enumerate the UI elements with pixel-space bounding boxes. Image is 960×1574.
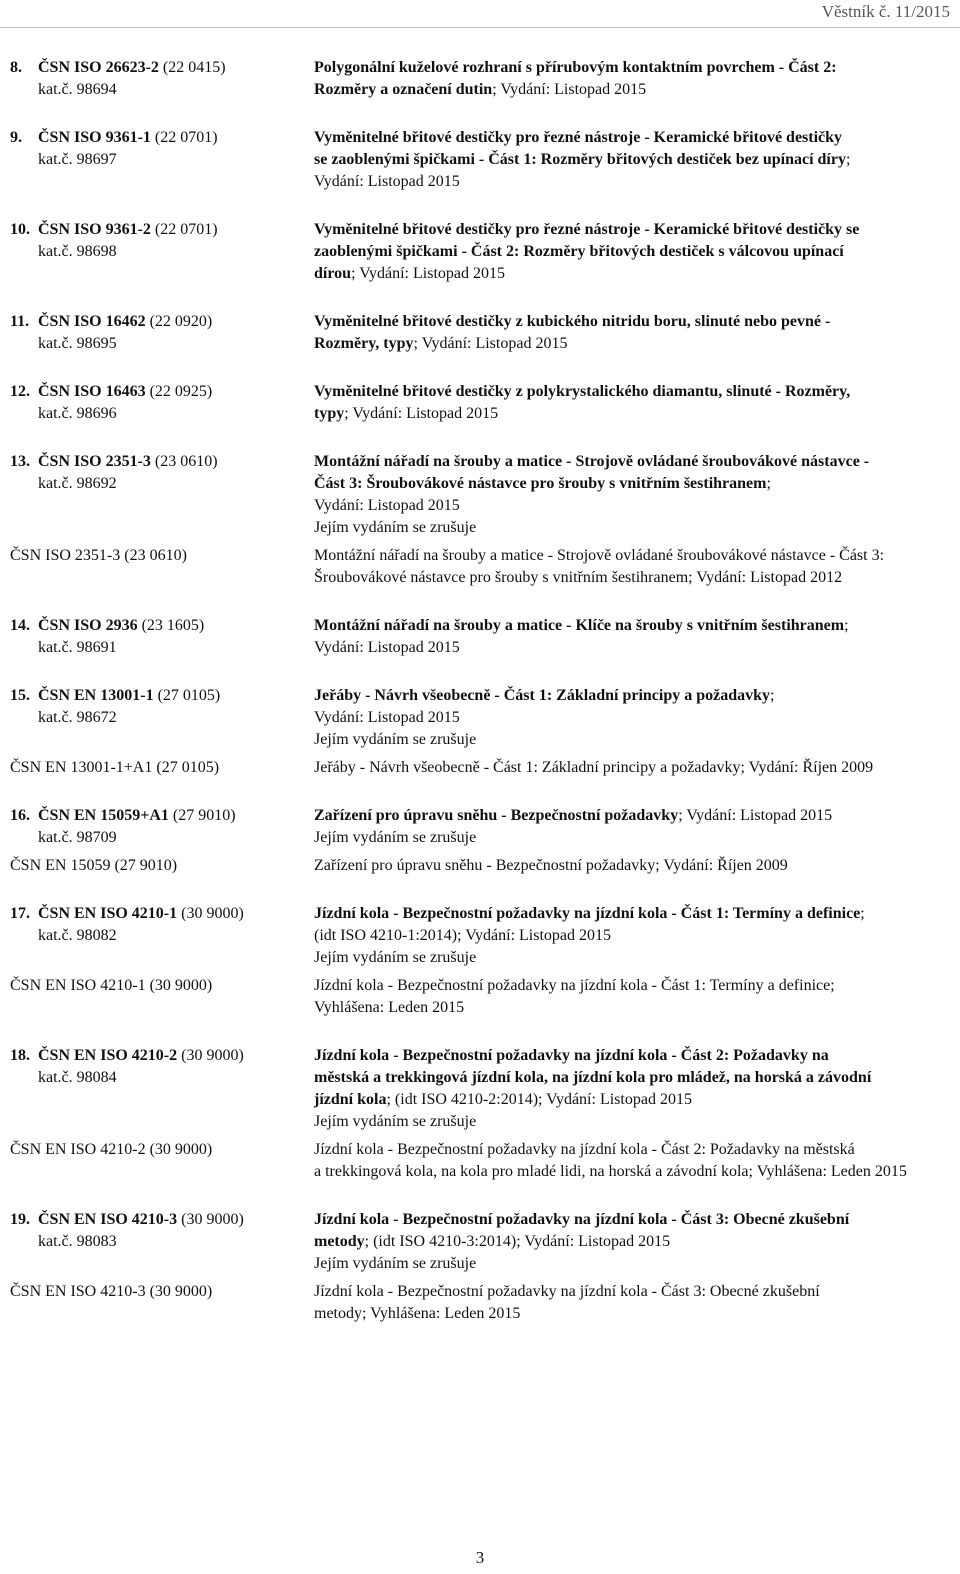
standard-designation: ČSN ISO 26623-2 [38, 59, 159, 76]
standard-title-line [314, 905, 865, 922]
standard-title-line [314, 151, 850, 168]
catalog-number-line [10, 335, 117, 352]
standard-title-text: dírou [314, 265, 352, 282]
standard-edition: ; [766, 475, 771, 492]
standard-title-line [314, 687, 774, 704]
classification-code: (30 9000) [181, 1047, 244, 1064]
standard-note: Vydání: Listopad 2015 [314, 497, 460, 514]
classification-code: (22 0701) [154, 129, 218, 146]
standard-designation: ČSN ISO 9361-1 [38, 129, 151, 146]
standard-entry [0, 451, 960, 589]
standard-entry [0, 615, 960, 659]
replaced-standard [0, 1281, 960, 1325]
standard-title-text: zaoblenými špičkami - Část 2: Rozměry břitových destiček s válcovou upínací [314, 243, 844, 260]
entry-number: 13. [10, 453, 30, 470]
standard-title-line [314, 405, 498, 422]
standard-title-text: městská a trekkingová jízdní kola, na jízdní kola pro mládež, na horská a závodní [314, 1069, 872, 1086]
bulletin-title: Věstník č. 11/2015 [821, 2, 950, 21]
standard-title-text: Vyměnitelné břitové destičky pro řezné nástroje - Keramické břitové destičky [314, 129, 843, 146]
catalog-number-line [10, 81, 117, 98]
standard-entry [0, 127, 960, 193]
standard-title-text: typy [314, 405, 345, 422]
standard-code [10, 313, 212, 330]
standard-title-line [314, 1091, 692, 1108]
replaced-standard [0, 855, 960, 877]
standard-note: Jejím vydáním se zrušuje [314, 519, 477, 536]
catalog-number-line [10, 243, 117, 260]
standard-title-text: Zařízení pro úpravu sněhu - Bezpečnostní požadavky [314, 807, 679, 824]
replaced-standard [0, 757, 960, 779]
standard-title-line [314, 59, 837, 76]
catalog-number-line [10, 151, 117, 168]
standard-designation: ČSN EN 13001-1 [38, 687, 154, 704]
replaced-standard-code: ČSN EN 13001-1+A1 (27 0105) [10, 759, 220, 776]
classification-code: (30 9000) [181, 905, 244, 922]
entry-number: 17. [10, 905, 30, 922]
standard-entry [0, 685, 960, 779]
standard-entry [0, 1209, 960, 1325]
entry-number: 18. [10, 1047, 30, 1064]
classification-code: (23 0610) [154, 453, 218, 470]
standard-title-text: Jízdní kola - Bezpečnostní požadavky na jízdní kola - Část 3: Obecné zkušební [314, 1211, 850, 1228]
standard-note: Jejím vydáním se zrušuje [314, 949, 477, 966]
replaced-standard-title: Jízdní kola - Bezpečnostní požadavky na jízdní kola - Část 1: Termíny a definice; [314, 977, 835, 994]
catalog-number: kat.č. 98696 [38, 405, 117, 422]
catalog-number: kat.č. 98695 [38, 335, 117, 352]
standard-edition: ; Vydání: Listopad 2015 [678, 807, 833, 824]
standard-title-line [314, 129, 842, 146]
standard-edition: ; Vydání: Listopad 2015 [344, 405, 499, 422]
replaced-standard-code: ČSN EN ISO 4210-1 (30 9000) [10, 977, 213, 994]
standard-title-line [314, 221, 859, 238]
standard-note: Jejím vydáním se zrušuje [314, 1113, 477, 1130]
replaced-standard-title: Jeřáby - Návrh všeobecně - Část 1: Základní principy a požadavky; Vydání: Říjen 2009 [314, 759, 874, 776]
standard-title-text: Montážní nářadí na šrouby a matice - Strojově ovládané šroubovákové nástavce - [314, 453, 870, 470]
standard-title-text: Vyměnitelné břitové destičky z kubického nitridu boru, slinuté nebo pevné - [314, 313, 831, 330]
classification-code: (27 9010) [172, 807, 236, 824]
standard-designation: ČSN ISO 9361-2 [38, 221, 151, 238]
standard-entry [0, 805, 960, 877]
standard-code [10, 687, 220, 704]
standard-code [10, 807, 236, 824]
standard-designation: ČSN ISO 16462 [38, 313, 146, 330]
classification-code: (30 9000) [181, 1211, 244, 1228]
standard-note: Jejím vydáním se zrušuje [314, 1255, 477, 1272]
standard-title-line [314, 1047, 829, 1064]
replaced-standard [0, 975, 960, 1019]
page-header [0, 0, 960, 28]
standard-title-text: Jeřáby - Návrh všeobecně - Část 1: Základní principy a požadavky [314, 687, 771, 704]
standard-code [10, 383, 212, 400]
standard-code [10, 453, 218, 470]
classification-code: (22 0925) [149, 383, 213, 400]
replaced-standard-title: Vyhlášena: Leden 2015 [314, 999, 465, 1016]
catalog-number: kat.č. 98692 [38, 475, 117, 492]
classification-code: (22 0701) [154, 221, 218, 238]
standard-designation: ČSN EN ISO 4210-3 [38, 1211, 178, 1228]
catalog-number: kat.č. 98709 [38, 829, 117, 846]
standard-title-text: Rozměry a označení dutin [314, 81, 493, 98]
standard-code [10, 1211, 244, 1228]
catalog-number: kat.č. 98082 [38, 927, 117, 944]
catalog-number-line [10, 1069, 117, 1086]
standard-edition: ; [845, 151, 851, 168]
standard-title-text: Rozměry, typy [314, 335, 414, 352]
standard-designation: ČSN EN ISO 4210-2 [38, 1047, 178, 1064]
classification-code: (27 0105) [157, 687, 221, 704]
classification-code: (23 1605) [141, 617, 205, 634]
standard-edition: ; (idt ISO 4210-3:2014); Vydání: Listopad 2015 [364, 1233, 671, 1250]
standard-designation: ČSN ISO 2351-3 [38, 453, 151, 470]
entry-number: 8. [10, 59, 22, 76]
catalog-number: kat.č. 98672 [38, 709, 117, 726]
standard-title-line [314, 1211, 849, 1228]
standard-edition: ; Vydání: Listopad 2015 [492, 81, 647, 98]
catalog-number-line [10, 475, 117, 492]
standard-note: Jejím vydáním se zrušuje [314, 731, 477, 748]
standard-note: (idt ISO 4210-1:2014); Vydání: Listopad 2015 [314, 927, 612, 944]
standard-code [10, 221, 218, 238]
replaced-standard-code: ČSN ISO 2351-3 (23 0610) [10, 547, 187, 564]
standards-list [0, 57, 960, 1351]
standard-title-text: jízdní kola [314, 1091, 387, 1108]
standard-title-line [314, 617, 849, 634]
catalog-number-line [10, 927, 117, 944]
standard-title-text: Polygonální kuželové rozhraní s přírubovým kontaktním povrchem - Část 2: [314, 59, 837, 76]
catalog-number: kat.č. 98083 [38, 1233, 117, 1250]
standard-title-text: Jízdní kola - Bezpečnostní požadavky na jízdní kola - Část 2: Požadavky na [314, 1047, 829, 1064]
catalog-number: kat.č. 98698 [38, 243, 117, 260]
standard-title-line [314, 807, 832, 824]
replaced-standard-title: a trekkingová kola, na kola pro mladé lidi, na horská a závodní kola; Vyhlášena: Leden 2015 [314, 1163, 907, 1180]
catalog-number: kat.č. 98694 [38, 81, 117, 98]
replaced-standard-title: Šroubovákové nástavce pro šrouby s vnitřním šestihranem; Vydání: Listopad 2012 [314, 569, 843, 586]
catalog-number: kat.č. 98691 [38, 639, 117, 656]
standard-edition: ; Vydání: Listopad 2015 [413, 335, 568, 352]
standard-title-text: Vyměnitelné břitové destičky pro řezné nástroje - Keramické břitové destičky se [314, 221, 860, 238]
replaced-standard-title: Jízdní kola - Bezpečnostní požadavky na jízdní kola - Část 2: Požadavky na městská [314, 1141, 855, 1158]
standard-title-line [314, 81, 646, 98]
standard-entry [0, 381, 960, 425]
standard-entry [0, 219, 960, 285]
replaced-standard-title: Montážní nářadí na šrouby a matice - Strojově ovládané šroubovákové nástavce - Část 3: [314, 547, 885, 564]
standard-title-line [314, 313, 830, 330]
entry-number: 16. [10, 807, 30, 824]
replaced-standard-title: Jízdní kola - Bezpečnostní požadavky na jízdní kola - Část 3: Obecné zkušební [314, 1283, 820, 1300]
standard-edition: ; (idt ISO 4210-2:2014); Vydání: Listopad 2015 [386, 1091, 692, 1108]
replaced-standard-code: ČSN EN ISO 4210-3 (30 9000) [10, 1283, 213, 1300]
standard-note: Vydání: Listopad 2015 [314, 173, 460, 190]
standard-title-line [314, 1069, 871, 1086]
standard-designation: ČSN EN 15059+A1 [38, 807, 169, 824]
catalog-number-line [10, 639, 117, 656]
standard-designation: ČSN ISO 16463 [38, 383, 146, 400]
standard-note: Jejím vydáním se zrušuje [314, 829, 477, 846]
standard-title-text: Montážní nářadí na šrouby a matice - Klíče na šrouby s vnitřním šestihranem [314, 617, 845, 634]
catalog-number: kat.č. 98697 [38, 151, 117, 168]
catalog-number-line [10, 829, 117, 846]
standard-code [10, 1047, 244, 1064]
standard-title-text: Jízdní kola - Bezpečnostní požadavky na jízdní kola - Část 1: Termíny a definice [314, 905, 861, 922]
replaced-standard [0, 1139, 960, 1183]
standard-code [10, 129, 218, 146]
standard-edition: ; [770, 687, 775, 704]
standard-title-line [314, 475, 771, 492]
standard-entry [0, 1045, 960, 1183]
standard-note: Vydání: Listopad 2015 [314, 709, 460, 726]
standard-edition: ; [844, 617, 849, 634]
standard-designation: ČSN EN ISO 4210-1 [38, 905, 178, 922]
entry-number: 10. [10, 221, 30, 238]
replaced-standard-code: ČSN EN ISO 4210-2 (30 9000) [10, 1141, 213, 1158]
standard-code [10, 59, 226, 76]
page-number: 3 [475, 1548, 485, 1567]
standard-title-line [314, 265, 505, 282]
standard-entry [0, 311, 960, 355]
classification-code: (22 0920) [149, 313, 213, 330]
entry-number: 19. [10, 1211, 30, 1228]
standard-title-text: Část 3: Šroubovákové nástavce pro šrouby s vnitřním šestihranem [314, 475, 767, 492]
entry-number: 14. [10, 617, 30, 634]
replaced-standard-title: metody; Vyhlášena: Leden 2015 [314, 1305, 521, 1322]
standard-title-text: se zaoblenými špičkami - Část 1: Rozměry břitových destiček bez upínací díry [314, 151, 846, 168]
standard-title-line [314, 1233, 670, 1250]
entry-number: 9. [10, 129, 22, 146]
standard-title-line [314, 335, 567, 352]
entry-number: 15. [10, 687, 30, 704]
entry-number: 11. [10, 313, 30, 330]
catalog-number-line [10, 405, 117, 422]
standard-title-line [314, 243, 844, 260]
standard-title-text: Vyměnitelné břitové destičky z polykrystalického diamantu, slinuté - Rozměry, [314, 383, 851, 400]
standard-code [10, 905, 244, 922]
entry-number: 12. [10, 383, 30, 400]
standard-edition: ; [860, 905, 865, 922]
classification-code: (22 0415) [162, 59, 226, 76]
standard-title-line [314, 453, 869, 470]
standard-entry [0, 903, 960, 1019]
standard-note: Vydání: Listopad 2015 [314, 639, 460, 656]
standard-designation: ČSN ISO 2936 [38, 617, 138, 634]
standard-title-text: metody [314, 1233, 365, 1250]
catalog-number: kat.č. 98084 [38, 1069, 117, 1086]
catalog-number-line [10, 709, 117, 726]
standard-title-line [314, 383, 850, 400]
replaced-standard-code: ČSN EN 15059 (27 9010) [10, 857, 178, 874]
standard-entry [0, 57, 960, 101]
standard-code [10, 617, 204, 634]
replaced-standard-title: Zařízení pro úpravu sněhu - Bezpečnostní požadavky; Vydání: Říjen 2009 [314, 857, 788, 874]
replaced-standard [0, 545, 960, 589]
catalog-number-line [10, 1233, 117, 1250]
standard-edition: ; Vydání: Listopad 2015 [351, 265, 505, 282]
